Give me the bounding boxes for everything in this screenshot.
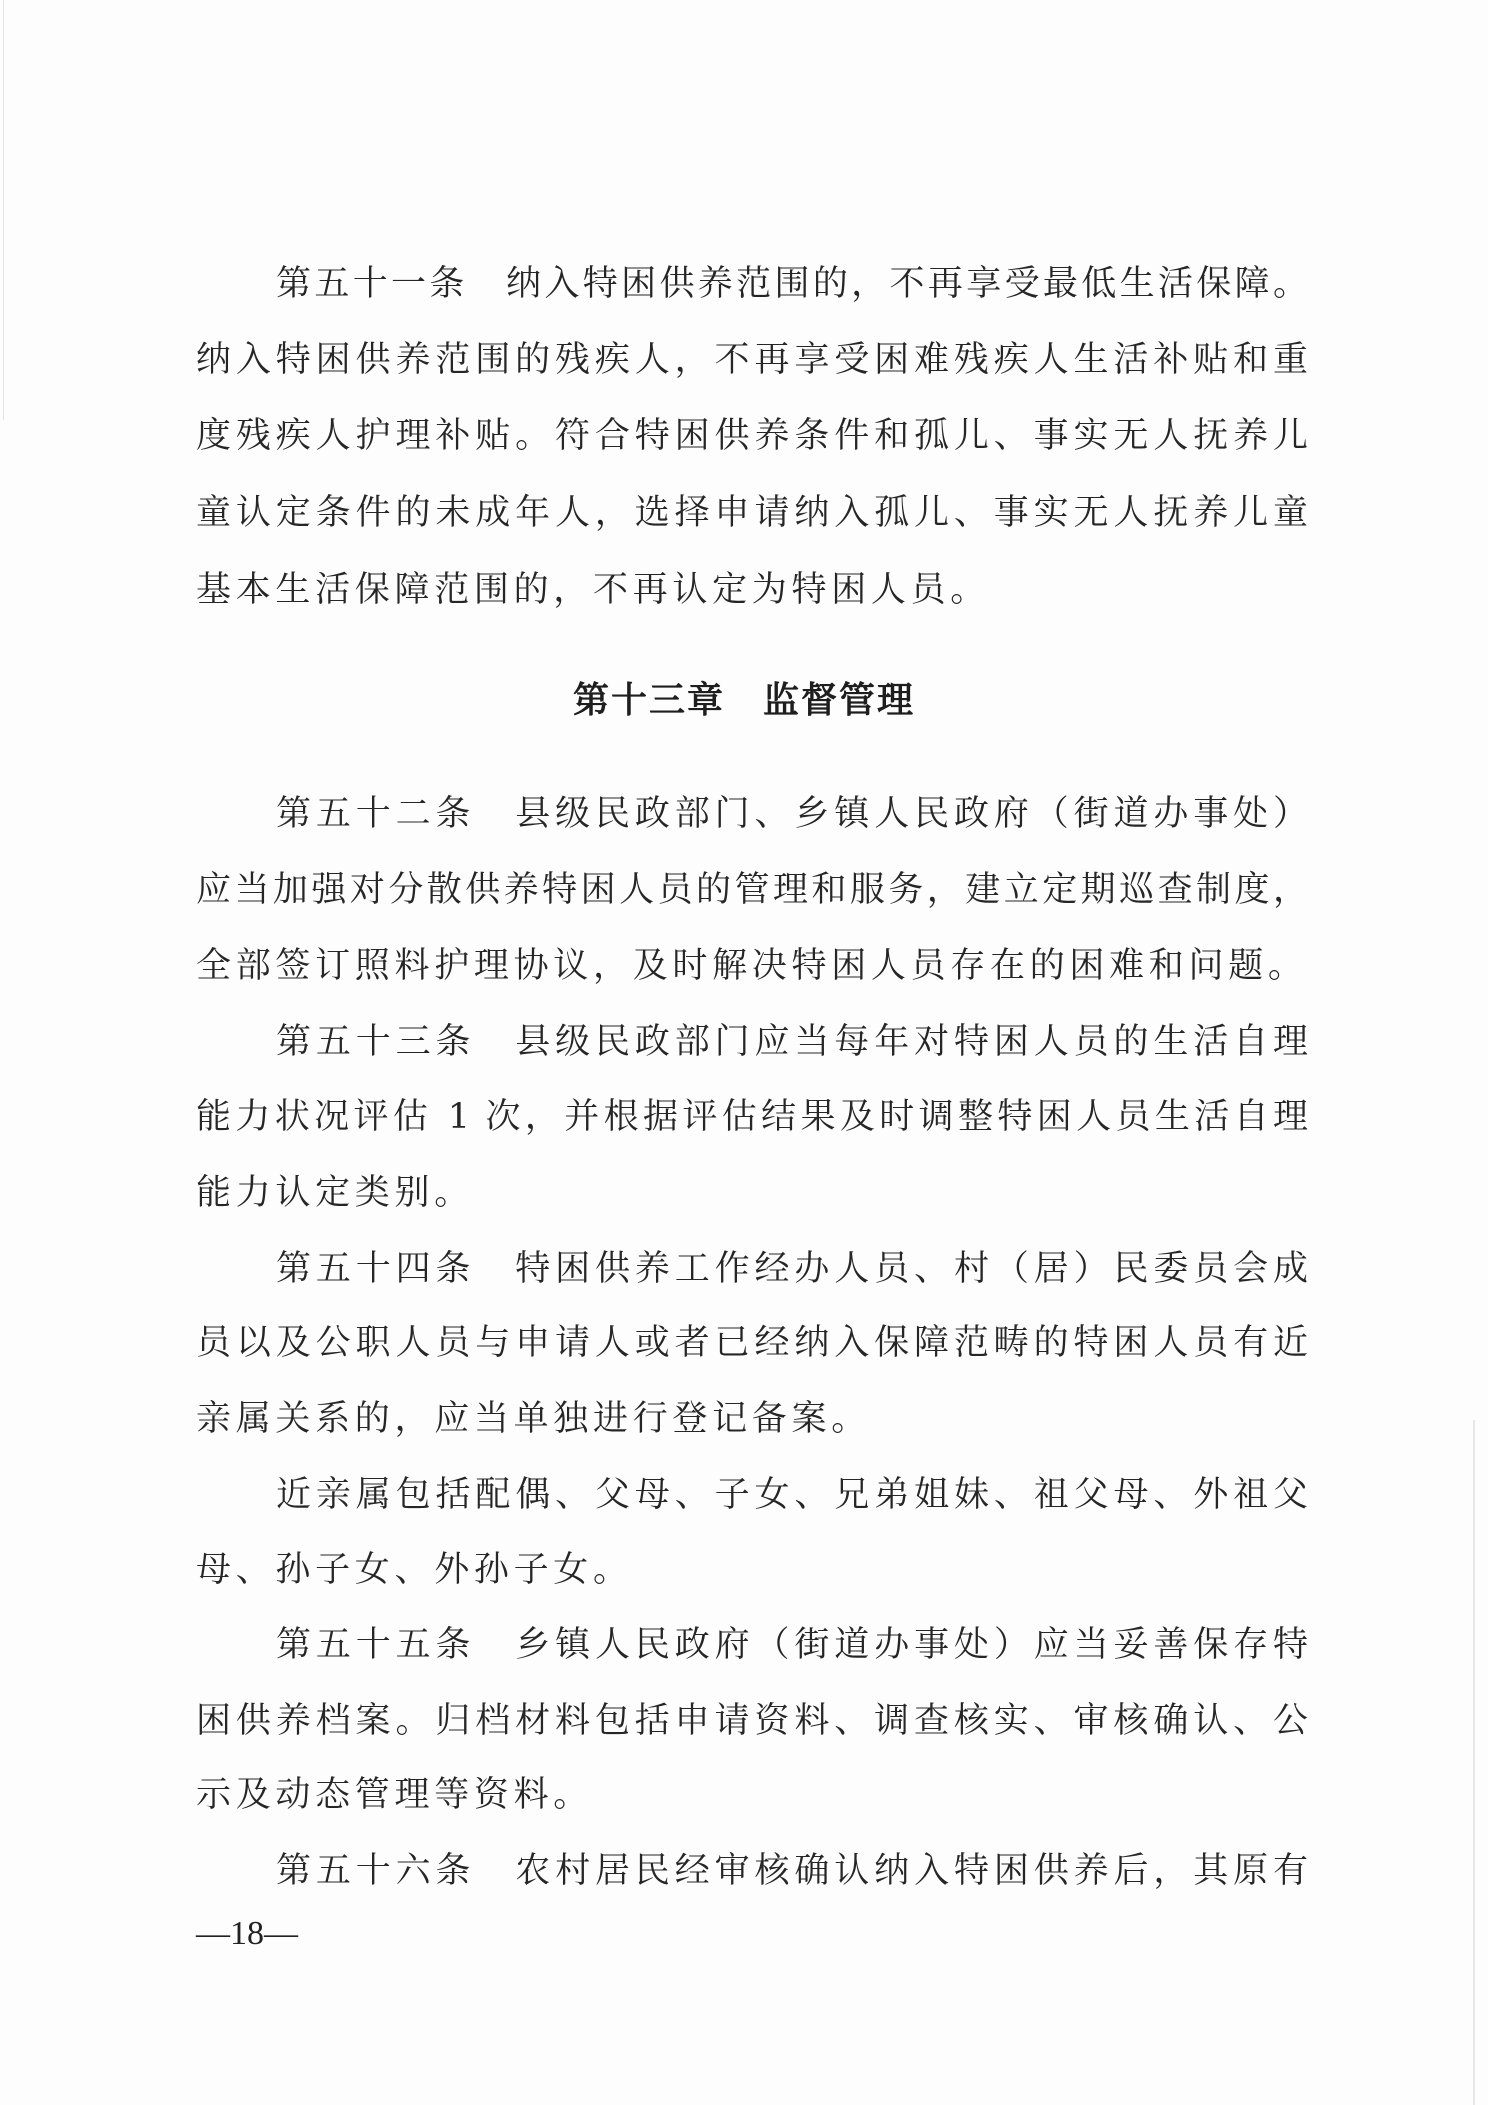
article-51-line: 童认定条件的未成年人，选择申请纳入孤儿、事实无人抚养儿童 [196,493,1308,533]
article-51-line: 基本生活保障范围的，不再认定为特困人员。 [196,570,991,610]
scan-edge-artifact-right [1473,1420,1475,2105]
chapter-heading: 第十三章 监督管理 [572,680,915,721]
article-55-line: 示及动态管理等资料。 [196,1775,594,1815]
relatives-definition-line: 母、孙子女、外孙子女。 [196,1550,633,1590]
article-55-line: 困供养档案。归档材料包括申请资料、调查核实、审核确认、公 [196,1701,1308,1741]
article-53-line: 能力状况评估 1 次，并根据评估结果及时调整特困人员生活自理 [196,1097,1308,1137]
article-51-line: 度残疾人护理补贴。符合特困供养条件和孤儿、事实无人抚养儿 [196,416,1308,456]
article-51-line: 纳入特困供养范围的残疾人，不再享受困难残疾人生活补贴和重 [196,340,1308,380]
relatives-definition-line: 近亲属包括配偶、父母、子女、兄弟姐妹、祖父母、外祖父 [276,1475,1308,1515]
article-51-line: 第五十一条 纳入特困供养范围的，不再享受最低生活保障。 [276,264,1308,304]
article-52-line: 第五十二条 县级民政部门、乡镇人民政府（街道办事处） [276,794,1308,834]
article-54-line: 亲属关系的，应当单独进行登记备案。 [196,1399,871,1439]
article-53-line: 能力认定类别。 [196,1173,474,1213]
article-54-line: 第五十四条 特困供养工作经办人员、村（居）民委员会成 [276,1249,1308,1289]
article-54-line: 员以及公职人员与申请人或者已经纳入保障范畴的特困人员有近 [196,1323,1308,1363]
article-52-line: 全部签订照料护理协议，及时解决特困人员存在的困难和问题。 [196,946,1308,986]
article-55-line: 第五十五条 乡镇人民政府（街道办事处）应当妥善保存特 [276,1625,1308,1665]
article-52-line: 应当加强对分散供养特困人员的管理和服务，建立定期巡查制度， [196,870,1308,910]
article-56-line: 第五十六条 农村居民经审核确认纳入特困供养后，其原有 [276,1851,1308,1891]
scan-edge-artifact-left [3,0,4,420]
page-number: —18— [196,1915,298,1952]
article-53-line: 第五十三条 县级民政部门应当每年对特困人员的生活自理 [276,1022,1308,1062]
